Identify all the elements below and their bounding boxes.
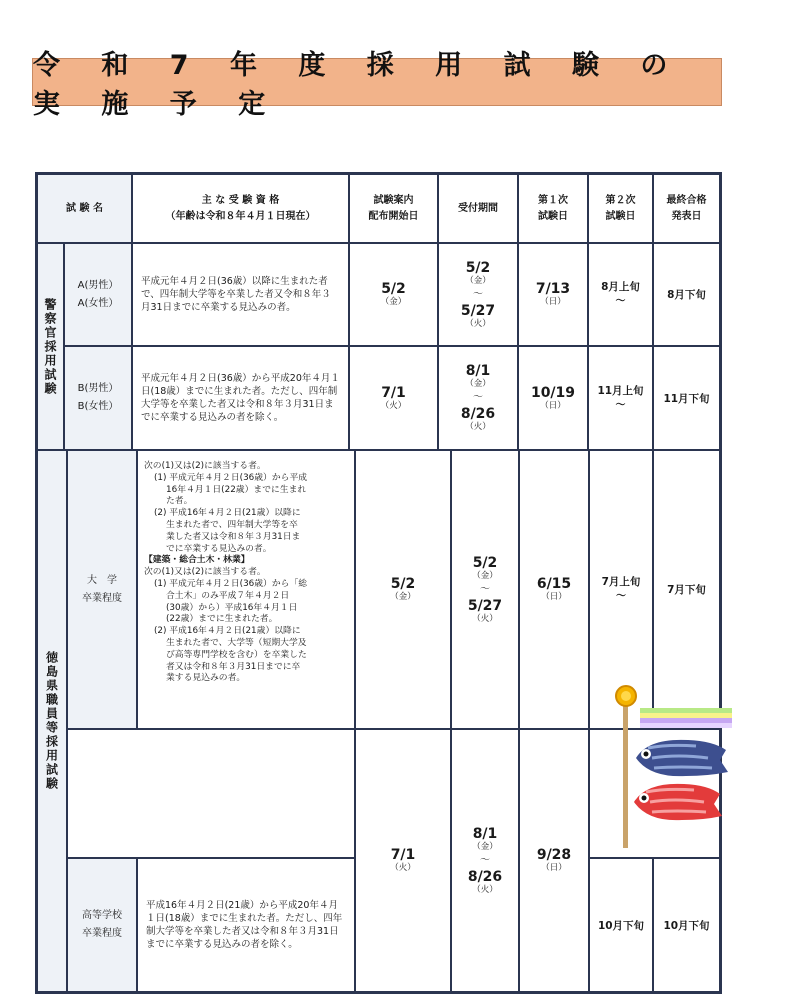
police-b-qualification: 平成元年４月２日(36歳）から平成20年４月１日(18歳）までに生まれた者。ただし、四年制大学等を卒業した者又は令和８年３月31日までに卒業する見込みの者を除く。 bbox=[132, 346, 349, 450]
police-a-class: A(男性） A(女性） bbox=[64, 243, 132, 346]
header-exam-name: 試 験 名 bbox=[37, 174, 132, 243]
police-a-qualification: 平成元年４月２日(36歳）以降に生まれた者で、四年制大学等を卒業した者又令和８年３月31日までに卒業する見込みの者。 bbox=[132, 243, 349, 346]
highschool-reception: 8/1 （金） ～ 8/26 （火） bbox=[451, 729, 519, 992]
university-first-exam: 6/15 （日） bbox=[519, 450, 589, 729]
highschool-guide-date: 7/1 （火） bbox=[355, 729, 451, 992]
header-final: 最終合格 発表日 bbox=[653, 174, 720, 243]
police-b-second-exam: 11月上旬 ～ bbox=[588, 346, 653, 450]
blue-carp-icon bbox=[636, 740, 728, 776]
university-reception: 5/2 （金） ～ 5/27 （火） bbox=[451, 450, 519, 729]
blank-cell bbox=[67, 729, 355, 858]
title-banner bbox=[32, 50, 722, 120]
highschool-second-exam: 10月下旬 bbox=[589, 858, 653, 992]
header-reception: 受付期間 bbox=[438, 174, 518, 243]
koinobori-illustration bbox=[608, 680, 738, 850]
police-b-final: 11月下旬 bbox=[653, 346, 720, 450]
university-second-exam: 7月上旬 ～ bbox=[589, 450, 653, 729]
schedule-table bbox=[35, 172, 722, 994]
university-guide-date: 5/2 （金） bbox=[355, 450, 451, 729]
police-b-class: B(男性） B(女性） bbox=[64, 346, 132, 450]
header-qualification bbox=[132, 174, 349, 243]
police-a-first-exam: 7/13 （日） bbox=[518, 243, 588, 346]
pole-icon bbox=[623, 700, 628, 848]
highschool-qualification: 平成16年４月２日(21歳）から平成20年４月１日(18歳）までに生まれた者。ただし、四年制大学等を卒業した者又は令和８年３月31日までに卒業する見込みの者を除く。 bbox=[137, 858, 355, 992]
police-b-guide-date: 7/1 （火） bbox=[349, 346, 438, 450]
red-carp-icon bbox=[634, 784, 722, 820]
header-qualification-title: 主 な 受 験 資 格 bbox=[201, 194, 280, 206]
police-a-reception: 5/2 （金） ～ 5/27 （火） bbox=[438, 243, 518, 346]
highschool-final: 10月下旬 bbox=[653, 858, 720, 992]
university-class: 大 学 卒業程度 bbox=[67, 450, 137, 729]
university-qualification: 次の(1)又は(2)に該当する者。 (1) 平成元年４月２日(36歳）から平成 16年４月１日(22歳）までに生まれ た者。 (2) 平成16年４月２日(21歳）以降に 生まれた者で、四年制大学等を卒 業した者又は令和８年３月31日ま でに卒業する見込みの者。 【建築・総合土木・林業】 次の(1)又は(2)に該当する者。 (1) 平成元年４月２日(36歳）から「総 合土木」のみ平成７年４月２日 (30歳）から）平成16年４月１日 (22歳）までに生まれた者。 (2) 平成16年４月２日(21歳）以降に 生まれた者で、大学等（短期大学及 び高等専門学校を含む）を卒業した 者又は令和８年３月31日までに卒 業する見込みの者。 bbox=[137, 450, 355, 729]
police-a-second-exam: 8月上旬 ～ bbox=[588, 243, 653, 346]
university-final: 7月下旬 bbox=[653, 450, 720, 729]
highschool-first-exam: 9/28 （日） bbox=[519, 729, 589, 992]
header-guide: 試験案内 配布開始日 bbox=[349, 174, 438, 243]
police-b-first-exam: 10/19 （日） bbox=[518, 346, 588, 450]
police-group-label: 警察官採用試験 bbox=[37, 243, 64, 450]
header-qualification-note: （年齢は令和８年４月１日現在） bbox=[165, 210, 316, 222]
prefecture-group-label: 徳島県職員等採用試験 bbox=[37, 450, 67, 992]
page-title: 令 和 7 年 度 採 用 試 験 の 実 施 予 定 bbox=[33, 50, 684, 120]
police-a-final: 8月下旬 bbox=[653, 243, 720, 346]
header-second-exam: 第２次 試験日 bbox=[588, 174, 653, 243]
police-b-reception: 8/1 （金） ～ 8/26 （火） bbox=[438, 346, 518, 450]
header-first-exam: 第１次 試験日 bbox=[518, 174, 588, 243]
highschool-class: 高等学校 卒業程度 bbox=[67, 858, 137, 992]
police-a-guide-date: 5/2 （金） bbox=[349, 243, 438, 346]
